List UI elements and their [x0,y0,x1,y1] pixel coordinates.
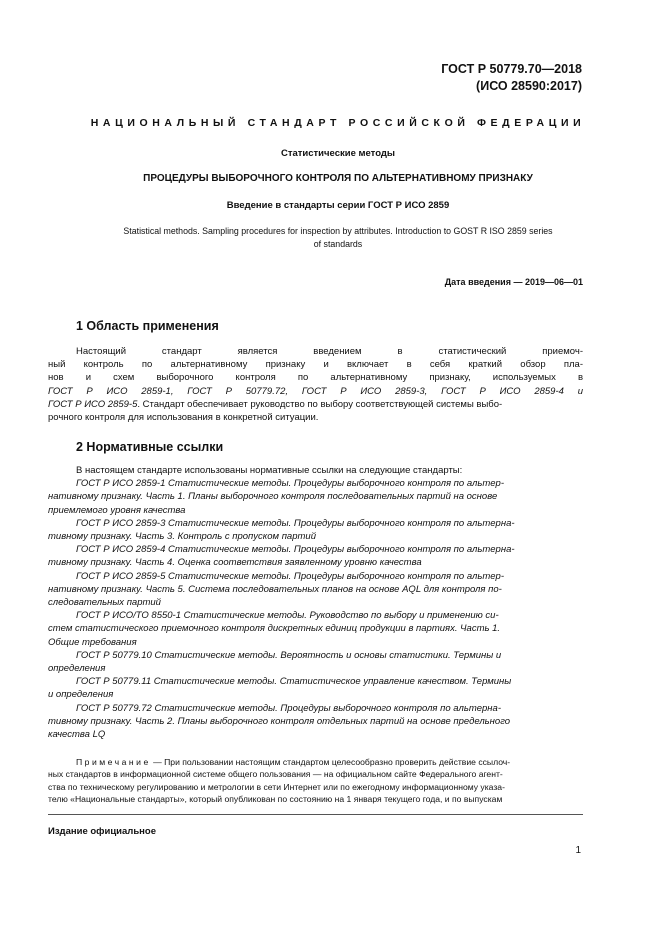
references-intro: В настоящем стандарте использованы нормативные ссылки на следующие стандарты: [76,465,463,476]
reference-line: нативному признаку. Часть 5. Система последовательных планов на основе AQL для контроля по- [48,583,502,595]
reference-line: приемлемого уровня качества [48,504,186,516]
english-title [48,225,628,250]
reference-line: тивному признаку. Часть 2. Планы выборочного контроля отдельных партий на основе предельного [48,715,511,727]
reference-line: ГОСТ Р ИСО 2859-3 Статистические методы. Процедуры выборочного контроля по альтерна- [76,517,515,529]
section-1-heading: 1 Область применения [76,319,219,333]
note-text: — При пользовании настоящим стандартом целесообразно проверить действие ссылоч- [150,757,511,767]
subject-line: Статистические методы [280,148,396,159]
reference-line: ГОСТ Р 50779.10 Статистические методы. Вероятность и основы статистики. Термины и [76,649,502,661]
reference-line: стем статистического приемочного контроля дискретных единиц продукции в партиях. Часть 1. [48,623,501,635]
reference-line: качества LQ [48,729,106,741]
reference-line: тивному признаку. Часть 4. Оценка соответствия заявленному уровню качества [48,557,422,569]
paragraph-line: нов и схем выборочного контроля по альтернативному признаку, используемых в [48,372,583,384]
paragraph-line: ГОСТ Р ИСО 2859-1, ГОСТ Р 50779.72, ГОСТ Р ИСО 2859-3, ГОСТ Р ИСО 2859-4 и [48,385,583,397]
reference-line: Общие требования [48,636,137,648]
reference-line: ГОСТ Р ИСО 2859-4 Статистические методы. Процедуры выборочного контроля по альтерна- [76,544,515,556]
national-standard-heading: НАЦИОНАЛЬНЫЙ СТАНДАРТ РОССИЙСКОЙ ФЕДЕРАЦИИ [90,117,586,129]
reference-line: ГОСТ Р ИСО 2859-1 Статистические методы. Процедуры выборочного контроля по альтер- [76,478,505,490]
note-line: ных стандартов в информационной системе общего пользования — на официальном сайте Федерального агент- [48,769,503,780]
reference-line: и определения [48,689,114,701]
document-subtitle: Введение в стандарты серии ГОСТ Р ИСО 2859 [226,200,450,211]
page-number: 1 [575,845,581,856]
paragraph-line: ГОСТ Р ИСО 2859-5. Стандарт обеспечивает руководство по выбору соответствующей системы выбо- [48,398,503,410]
reference-line: следовательных партий [48,597,161,609]
note-label: Примечание [76,757,151,767]
reference-line: ГОСТ Р 50779.11 Статистические методы. Статистическое управление качеством. Термины [76,676,512,688]
note-line: телю «Национальные стандарты», который опубликован по состоянию на 1 января текущего года, и по выпускам [48,793,503,804]
note-block [48,756,583,805]
reference-line: нативному признаку. Часть 1. Планы выборочного контроля последовательных партий на основе [48,491,498,503]
english-title-line: Statistical methods. Sampling procedures for inspection by attributes. Introduction to GOST R ISO 2859 series [123,226,553,236]
paragraph-line: рочного контроля для использования в конкретной ситуации. [48,412,319,424]
section-2-heading: 2 Нормативные ссылки [76,440,224,454]
footer-divider [48,814,583,815]
gost-number: ГОСТ Р 50779.70—2018 [441,62,582,76]
reference-line: тивному признаку. Часть 3. Контроль с пропуском партий [48,531,316,543]
document-title: ПРОЦЕДУРЫ ВЫБОРОЧНОГО КОНТРОЛЯ ПО АЛЬТЕРНАТИВНОМУ ПРИЗНАКУ [143,173,533,184]
reference-italic: ГОСТ Р ИСО 2859-5 [48,398,138,410]
iso-number: (ИСО 28590:2017) [476,79,582,93]
section-2-body [48,464,583,741]
note-line [48,756,583,768]
reference-line: ГОСТ Р 50779.72 Статистические методы. Процедуры выборочного контроля по альтерна- [76,702,501,714]
section-1-body [48,345,583,424]
standard-number-block [441,61,582,95]
reference-line: определения [48,663,106,675]
paragraph-line: Настоящий стандарт является введением в статистический приемоч- [76,346,583,357]
reference-line: ГОСТ Р ИСО 2859-5 Статистические методы. Процедуры выборочного контроля по альтер- [76,570,505,582]
english-title-line: of standards [313,238,363,249]
note-line: ства по техническому регулированию и метрологии в сети Интернет или по ежегодному информационному указа- [48,781,505,792]
paragraph-line: ный контроль по альтернативному признаку и включает в себя краткий обзор пла- [48,359,583,371]
official-edition-label: Издание официальное [48,826,156,837]
introduction-date: Дата введения — 2019—06—01 [444,277,583,287]
reference-line: ГОСТ Р ИСО/ТО 8550-1 Статистические методы. Руководство по выбору и применению си- [76,610,499,622]
